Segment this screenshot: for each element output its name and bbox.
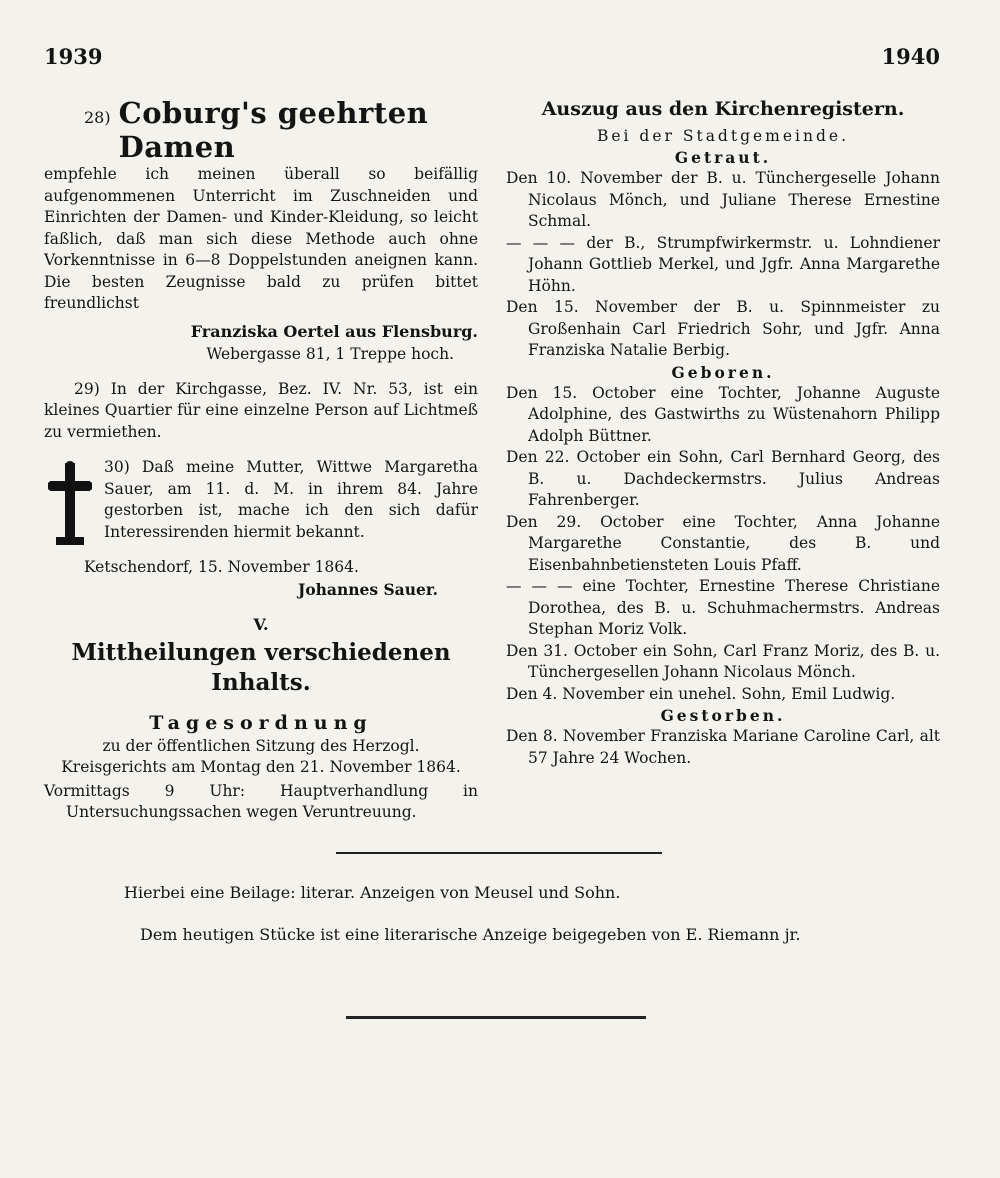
ad-address: Webergasse 81, 1 Treppe hoch. (206, 344, 454, 363)
agenda-title: Tagesordnung (149, 711, 373, 734)
marriage-entry: — — — der B., Strumpfwirkermstr. u. Lohndiener Johann Gottlieb Merkel, und Jgfr. Anna Margarethe Höhn. (506, 233, 940, 295)
page-number-left: 1939 (44, 44, 103, 69)
death-notice-signature: Johannes Sauer. (297, 579, 438, 599)
ad-body: 29) In der Kirchgasse, Bez. IV. Nr. 53, ist ein kleines Quartier für eine einzelne Person auf Lichtmeß zu vermiethen. (44, 379, 478, 441)
right-column (506, 96, 940, 769)
death-notice-text: 30) Daß meine Mutter, Wittwe Margaretha Sauer, am 11. d. M. in ihrem 84. Jahre gestorben ist, mache ich den sich dafür Interessirenden hiermit bekannt. (104, 458, 478, 541)
left-column (44, 96, 478, 824)
divider-rule (336, 852, 662, 854)
literary-notice: Dem heutigen Stücke ist eine literarische Anzeige beigegeben von E. Riemann jr. (140, 925, 801, 944)
died-heading: Gestorben. (660, 706, 786, 725)
death-notice-30 (44, 457, 478, 547)
section-number: V. (253, 614, 269, 634)
agenda-intro: zu der öffentlichen Sitzung des Herzogl. Kreisgerichts am Montag den 21. November 1864. (61, 736, 461, 776)
death-entry: Den 8. November Franziska Mariane Caroline Carl, alt 57 Jahre 24 Wochen. (506, 727, 940, 767)
birth-entry: Den 4. November ein unehel. Sohn, Emil Ludwig. (506, 684, 896, 703)
birth-entry: Den 31. October ein Sohn, Carl Franz Moriz, des B. u. Tünchergesellen Johann Nicolaus Mönch. (506, 641, 940, 681)
community-heading: Bei der Stadtgemeinde. (596, 127, 850, 145)
page-number-right: 1940 (881, 44, 940, 69)
agenda-item: Vormittags 9 Uhr: Hauptverhandlung in Untersuchungssachen wegen Veruntreuung. (44, 781, 478, 821)
marriage-entry: Den 10. November der B. u. Tünchergeselle Johann Nicolaus Mönch, und Juliane Therese Ernestine Schmal. (506, 169, 940, 230)
marriage-entry: Den 15. November der B. u. Spinnmeister zu Großenhain Carl Friedrich Sohr, und Jgfr. Anna Franziska Natalie Berbig. (506, 298, 940, 359)
death-notice-place-date: Ketschendorf, 15. November 1864. (84, 558, 359, 576)
birth-entry: Den 15. October eine Tochter, Johanne Auguste Adolphine, des Gastwirths zu Wüstenahorn Philipp Adolph Büttner. (506, 383, 940, 445)
end-rule (346, 1016, 646, 1019)
born-heading: Geboren. (671, 362, 775, 382)
married-heading: Getraut. (674, 148, 772, 167)
bleed-through-texture (560, 820, 960, 1080)
advertisement-28 (44, 96, 478, 365)
ad-headline: Coburg's geehrten Damen (118, 96, 429, 164)
birth-entry: Den 22. October ein Sohn, Carl Bernhard Georg, des B. u. Dachdeckermstrs. Julius Andreas Fahrenberger. (506, 448, 940, 509)
birth-entry: Den 29. October eine Tochter, Anna Johanne Margarethe Constantie, des B. und Eisenbahnbetiensteten Louis Pfaff. (506, 512, 940, 574)
advertisement-29 (44, 379, 478, 444)
section-title: Mittheilungen verschiedenen Inhalts. (71, 638, 451, 696)
supplement-notice: Hierbei eine Beilage: literar. Anzeigen von Meusel und Sohn. (124, 883, 621, 902)
birth-entry: — — — eine Tochter, Ernestine Therese Christiane Dorothea, des B. u. Schuhmachermstrs. Andreas Stephan Moriz Volk. (506, 577, 940, 638)
ad-advertiser-name: Franziska Oertel aus Flensburg. (190, 321, 478, 341)
ad-number: 28) (84, 108, 111, 127)
ad-body: empfehle ich meinen überall so beifällig aufgenommenen Unterricht im Zuschneiden und Einrichten der Damen- und Kinder-Kleidung, so leicht faßlich, daß man sich diese Methode auch ohne Vorkenntnisse in 6—8 Doppelstunden aneignen kann. Die besten Zeugnisse bald zu prüfen bittet freundlichst (44, 165, 478, 312)
church-registers-title: Auszug aus den Kirchenregistern. (541, 98, 905, 120)
cross-icon (48, 461, 92, 549)
